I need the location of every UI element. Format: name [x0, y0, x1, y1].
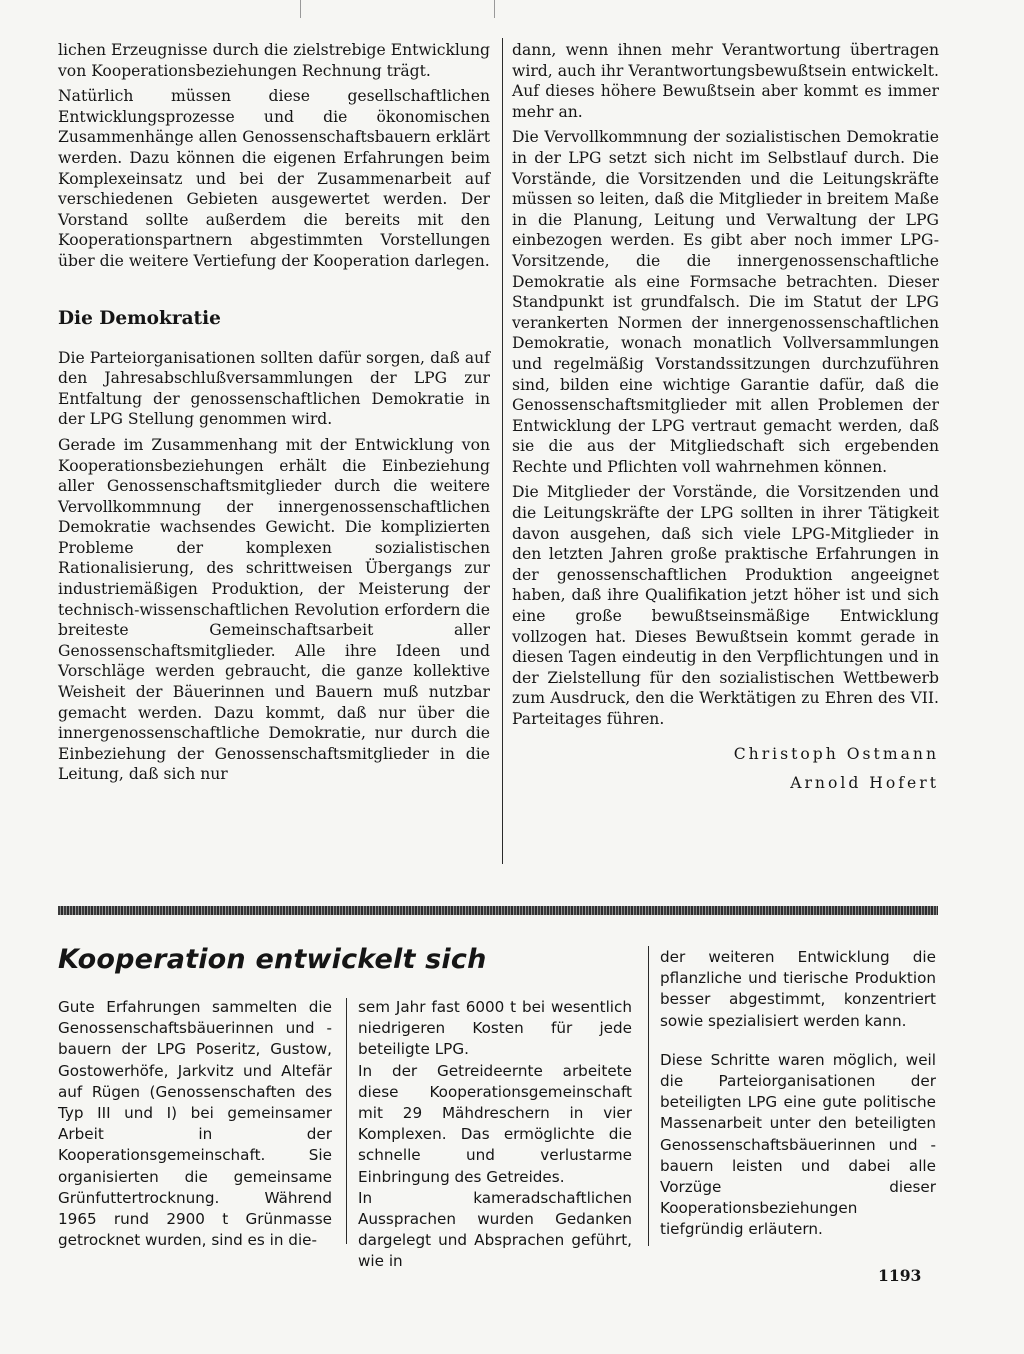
paragraph: Die Vervollkommnung der sozialistischen Demokratie in der LPG setzt sich nicht im Selbstlauf durch. Die Vorstände, die Vorsitzenden und die Leitungskräfte müssen so leiten, daß die Mitglieder in breitem Maße in die Planung, Leitung und Verwaltung der LPG einbezogen werden. Es gibt aber noch immer LPG-Vorsitzende, die die innergenossenschaftliche Demokratie als eine Formsache betrachten. Dieser Standpunkt ist grundfalsch. Die im Statut der LPG verankerten Normen der innergenossenschaftlichen Demokratie, wonach monatlich Vollversammlungen und regelmäßig Vorstandssitzungen durchzuführen sind, bilden eine wichtige Garantie dafür, daß die Genossenschaftsmitglieder mit allen Problemen der Entwicklung der LPG vertraut gemacht werden, daß sie die aus der Mitgliedschaft sich ergebenden Rechte und Pflichten voll wahrnehmen können.	[512, 128, 939, 476]
paragraph: Gute Erfahrungen sammelten die Genossenschaftsbäuerinnen und -bauern der LPG Poseritz, Gustow, Gostowerhöfe, Jarkvitz und Altefär auf Rügen (Genossenschaften des Typ III und I) bei gemeinsamer Arbeit in der Kooperationsgemeinschaft. Sie organisierten die gemeinsame Grünfuttertrocknung. Während 1965 rund 2900 t Grünmasse getrocknet wurden, sind es in die-	[58, 998, 332, 1250]
paragraph: Natürlich müssen diese gesellschaftlichen Entwicklungsprozesse und die ökonomischen Zusammenhänge allen Genossenschaftsbauern erklärt werden. Dazu können die eigenen Erfahrungen beim Komplexeinsatz und bei der Zusammenarbeit auf verschiedenen Gebieten ausgewertet werden. Der Vorstand sollte außerdem die bereits mit den Kooperationspartnern abgestimmten Vorstellungen über die weitere Vertiefung der Kooperation darlegen.	[58, 87, 490, 270]
section-heading: Die Demokratie	[58, 307, 221, 329]
paragraph: der weiteren Entwicklung die pflanzliche und tierische Produktion besser abgestimmt, konzentriert sowie spezialisiert werden kann.	[660, 948, 936, 1030]
paragraph: In kameradschaftlichen Aussprachen wurden Gedanken dargelegt und Absprachen geführt, wie in	[358, 1188, 632, 1271]
paragraph: dann, wenn ihnen mehr Verantwortung übertragen wird, auch ihr Verantwortungsbewußtsein entwickelt. Auf dieses höhere Bewußtsein aber kommt es immer mehr an.	[512, 41, 939, 121]
article2-headline: Kooperation entwickelt sich	[58, 944, 487, 975]
page-number: 1193	[878, 1266, 922, 1285]
article2-column-2	[358, 997, 632, 1273]
author-name: Christoph Ostmann	[733, 744, 939, 763]
column-rule	[502, 38, 503, 864]
paragraph: Diese Schritte waren möglich, weil die Parteiorganisationen der beteiligten LPG eine gute politische Massenarbeit unter den beteiligten Genossenschaftsbäuerinnen und -bauern leisten und dabei alle Vorzüge dieser Kooperationsbeziehungen tiefgründig erläutern.	[660, 1050, 936, 1239]
article2-column-1	[58, 997, 332, 1251]
author-name: Arnold Hofert	[790, 774, 939, 793]
paragraph: Die Mitglieder der Vorstände, die Vorsitzenden und die Leitungskräfte der LPG sollten in ihrer Tätigkeit davon ausgehen, daß sich viele LPG-Mitglieder in den letzten Jahren große praktische Erfahrungen in der genossenschaftlichen Produktion angeeignet haben, daß ihre Qualifikation jetzt höher ist und sich eine große bewußtseinsmäßige Entwicklung vollzogen hat. Dieses Bewußtsein kommt gerade in diesen Tagen eindeutig in den Verpflichtungen und in der Zielstellung für den sozialistischen Wettbewerb zum Ausdruck, den die Werktätigen zu Ehren des VII. Parteitages führen.	[512, 483, 939, 728]
paragraph: sem Jahr fast 6000 t bei wesentlich niedrigeren Kosten für jede beteiligte LPG.	[358, 998, 632, 1059]
paragraph: Die Parteiorganisationen sollten dafür sorgen, daß auf den Jahresabschlußversammlungen der LPG zur Entfaltung der genossenschaftlichen Demokratie in der LPG Stellung genommen wird.	[58, 348, 490, 429]
crop-mark	[300, 0, 301, 18]
column-rule	[648, 946, 649, 1246]
paragraph: In der Getreideernte arbeitete diese Kooperationsgemeinschaft mit 29 Mähdreschern in vier Komplexen. Das ermöglichte die schnelle und verlustarme Einbringung des Getreides.	[358, 1061, 632, 1186]
section-divider-bar	[58, 906, 938, 915]
article1-right-column	[512, 40, 939, 794]
paragraph: Gerade im Zusammenhang mit der Entwicklung von Kooperationsbeziehungen erhält die Einbeziehung aller Genossenschaftsmitglieder durch die weitere Vervollkommnung der innergenossenschaftlichen Demokratie wachsendes Gewicht. Die komplizierten Probleme der komplexen sozialistischen Rationalisierung, des schrittweisen Übergangs zur industriemäßigen Produktion, der Meisterung der technisch-wissenschaftlichen Revolution erfordern die breiteste Gemeinschaftsarbeit aller Genossenschaftsmitglieder. Alle ihre Ideen und Vorschläge werden gebraucht, die ganze kollektive Weisheit der Bäuerinnen und Bauern muß nutzbar gemacht werden. Dazu kommt, daß nur über die innergenossenschaftliche Demokratie, nur durch die Einbeziehung der Genossenschaftsmitglieder in die Leitung, daß sich nur	[58, 435, 490, 784]
column-rule	[346, 998, 347, 1244]
paragraph: lichen Erzeugnisse durch die zielstrebige Entwicklung von Kooperationsbeziehungen Rechnung trägt.	[58, 41, 490, 80]
crop-mark	[494, 0, 495, 18]
article2-column-3	[660, 947, 936, 1241]
article1-left-column	[58, 40, 490, 790]
